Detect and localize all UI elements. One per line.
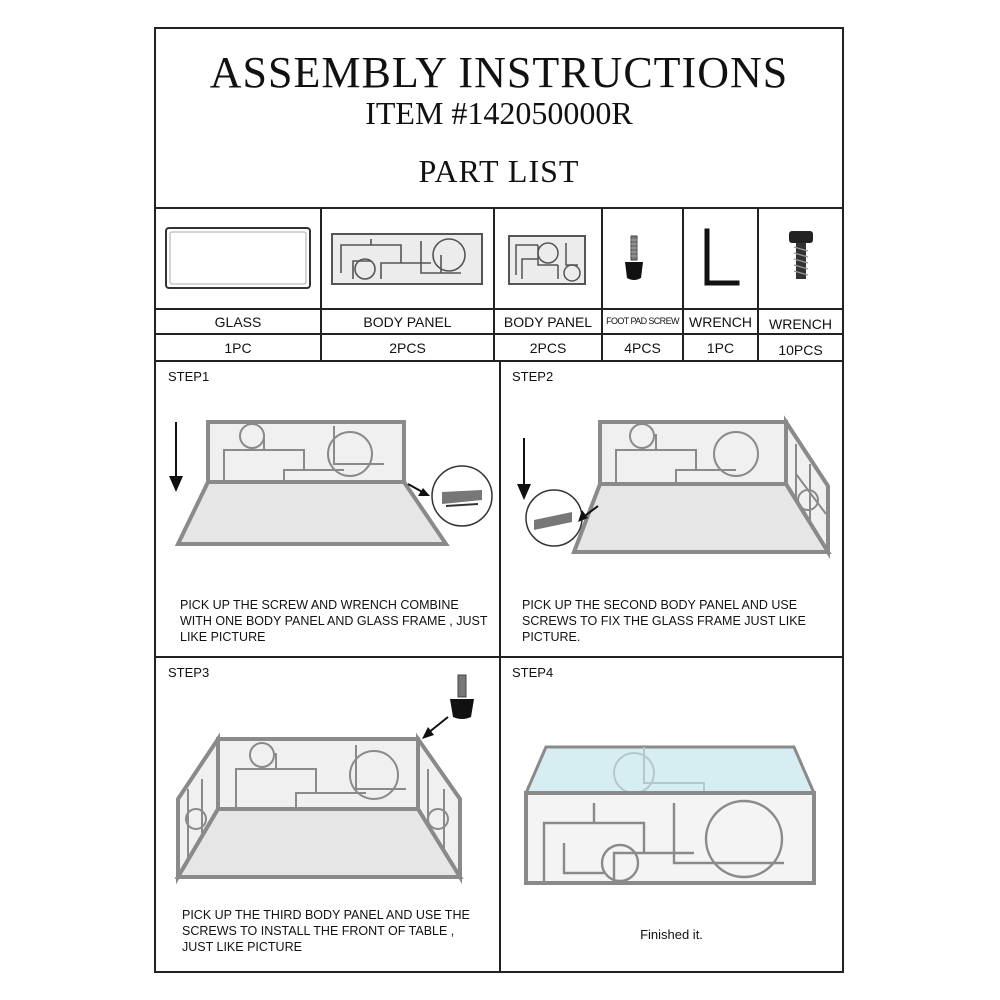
part-name: WRENCH xyxy=(769,316,832,332)
column-divider xyxy=(757,207,759,360)
foot-pad-screw-icon xyxy=(622,234,646,286)
column-divider xyxy=(682,207,684,360)
item-number: ITEM #142050000R xyxy=(365,95,633,131)
part-name: BODY PANEL xyxy=(363,314,452,330)
step-2-illustration xyxy=(516,414,836,564)
instruction-sheet xyxy=(154,27,844,973)
column-divider xyxy=(601,207,603,360)
step-2-label: STEP2 xyxy=(512,369,554,384)
part-qty: 1PC xyxy=(706,340,735,356)
part-list-heading: PART LIST xyxy=(418,153,580,189)
step-1-label: STEP1 xyxy=(168,369,210,384)
part-qty: 2PCS xyxy=(389,340,426,356)
column-divider xyxy=(493,207,495,360)
screw-icon xyxy=(786,229,816,285)
part-qty: 4PCS xyxy=(624,340,661,356)
divider-part-images xyxy=(156,308,842,310)
glass-panel-icon xyxy=(164,226,312,290)
step-3-label: STEP3 xyxy=(168,665,210,680)
part-name: FOOT PAD SCREW xyxy=(606,316,679,326)
step-4-instruction: Finished it. xyxy=(640,927,703,942)
step-1-instruction: PICK UP THE SCREW AND WRENCH COMBINE WITH ONE BODY PANEL AND GLASS FRAME , JUST LIKE PICTURE xyxy=(180,598,488,644)
column-divider xyxy=(320,207,322,360)
part-name: WRENCH xyxy=(689,314,752,330)
step-divider-horizontal xyxy=(156,656,842,658)
part-qty: 2PCS xyxy=(529,340,567,356)
step-2-instruction: PICK UP THE SECOND BODY PANEL AND USE SCREWS TO FIX THE GLASS FRAME JUST LIKE PICTURE. xyxy=(522,598,806,644)
page-title: ASSEMBLY INSTRUCTIONS xyxy=(209,48,789,97)
step-divider-vertical xyxy=(499,360,501,973)
step-4-illustration xyxy=(524,743,820,893)
divider-header xyxy=(156,207,842,209)
divider-part-names xyxy=(156,333,842,335)
step-3-instruction: PICK UP THE THIRD BODY PANEL AND USE THE SCREWS TO INSTALL THE FRONT OF TABLE , JUST LIKE PICTURE xyxy=(182,908,470,954)
part-name: GLASS xyxy=(214,314,262,330)
part-qty: 10PCS xyxy=(778,342,823,358)
long-body-panel-icon xyxy=(331,233,483,285)
short-body-panel-icon xyxy=(508,235,586,285)
part-name: BODY PANEL xyxy=(503,314,593,330)
wrench-icon xyxy=(701,227,741,289)
step-4-label: STEP4 xyxy=(512,665,554,680)
step-3-illustration xyxy=(166,669,496,889)
part-qty: 1PC xyxy=(224,340,252,356)
step-1-illustration xyxy=(164,414,494,564)
